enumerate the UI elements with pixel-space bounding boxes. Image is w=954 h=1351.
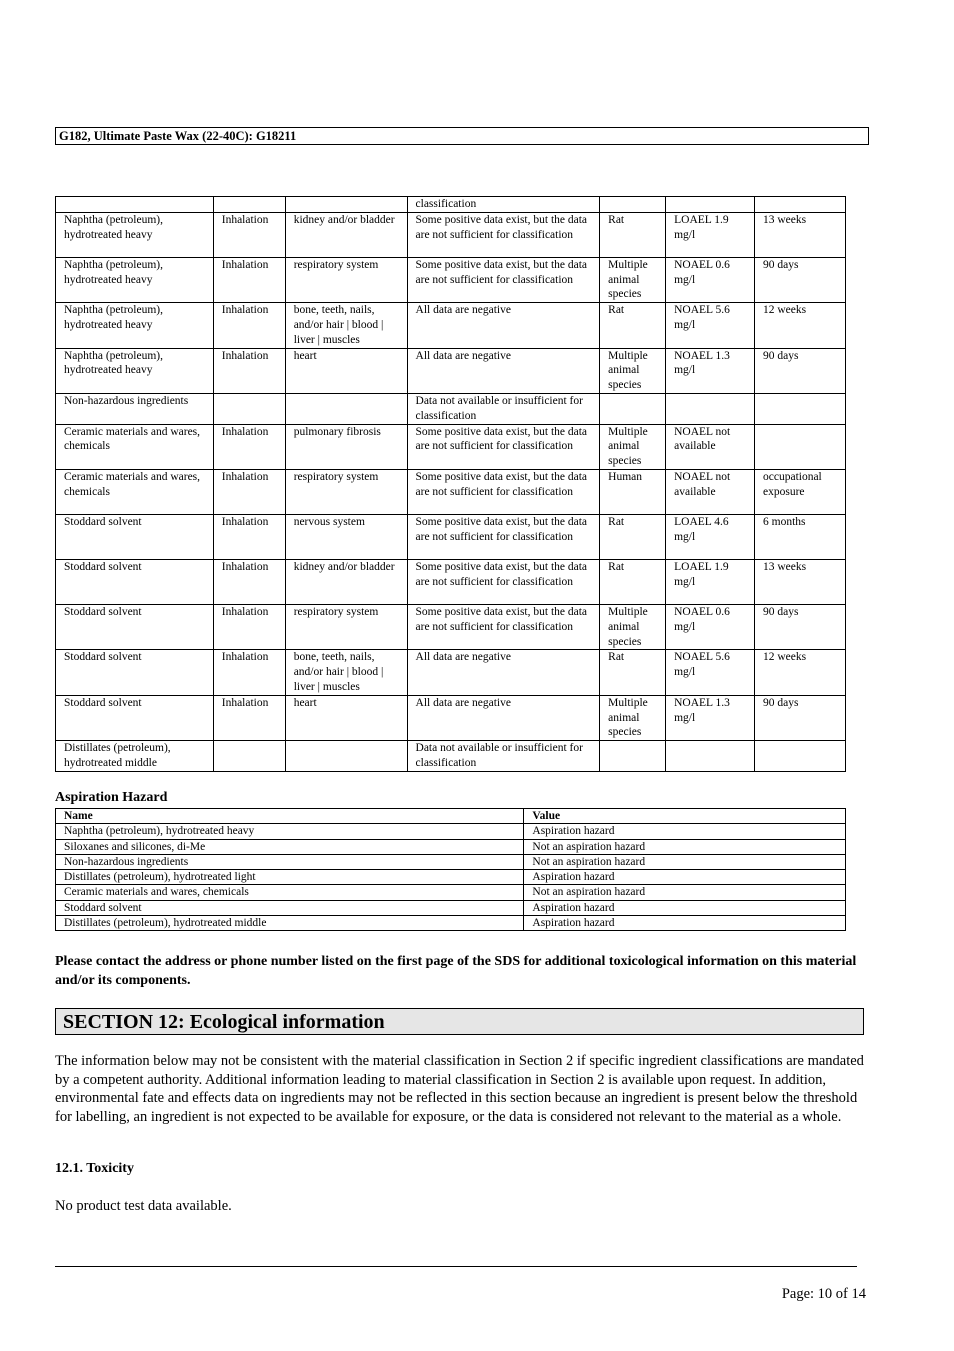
cell-route: Inhalation (213, 257, 285, 302)
cell-ingredient (56, 197, 214, 213)
cell-target-organ: pulmonary fibrosis (285, 424, 407, 469)
table-row (56, 870, 846, 885)
cell-value: Not an aspiration hazard (524, 839, 846, 854)
cell-species: Human (600, 469, 666, 514)
cell-target-organ (285, 197, 407, 213)
cell-exposure-duration: occupational exposure (755, 469, 846, 514)
cell-ingredient: Stoddard solvent (56, 604, 214, 649)
cell-value: Some positive data exist, but the data are not sufficient for classification (407, 559, 600, 604)
cell-test-result: NOAEL 5.6 mg/l (666, 650, 755, 695)
cell-exposure-duration: 6 months (755, 514, 846, 559)
table-row (56, 824, 846, 839)
cell-value: Aspiration hazard (524, 870, 846, 885)
cell-value: Data not available or insufficient for classification (407, 741, 600, 772)
cell-target-organ: respiratory system (285, 604, 407, 649)
cell-target-organ (285, 393, 407, 424)
cell-species: Rat (600, 559, 666, 604)
cell-name: Ceramic materials and wares, chemicals (56, 885, 524, 900)
cell-value: Some positive data exist, but the data are not sufficient for classification (407, 604, 600, 649)
table-row (56, 741, 846, 772)
cell-value: Some positive data exist, but the data are not sufficient for classification (407, 469, 600, 514)
table-header-row (56, 809, 846, 824)
cell-value: Not an aspiration hazard (524, 885, 846, 900)
table-row (56, 348, 846, 393)
cell-route (213, 197, 285, 213)
cell-value: All data are negative (407, 695, 600, 740)
cell-ingredient: Ceramic materials and wares, chemicals (56, 424, 214, 469)
cell-ingredient: Ceramic materials and wares, chemicals (56, 469, 214, 514)
cell-route: Inhalation (213, 695, 285, 740)
cell-exposure-duration: 90 days (755, 604, 846, 649)
cell-species: Rat (600, 303, 666, 348)
cell-exposure-duration: 12 weeks (755, 303, 846, 348)
table-row (56, 514, 846, 559)
toxicity-subsection-title: 12.1. Toxicity (55, 1161, 134, 1176)
cell-species: Multiple animal species (600, 424, 666, 469)
cell-test-result (666, 393, 755, 424)
document-header-title: G182, Ultimate Paste Wax (22-40C): G18211 (55, 127, 869, 145)
cell-target-organ: heart (285, 348, 407, 393)
cell-target-organ: respiratory system (285, 469, 407, 514)
table-row (56, 854, 846, 869)
cell-value: Some positive data exist, but the data are not sufficient for classification (407, 514, 600, 559)
page-number: Page: 10 of 14 (781, 1286, 866, 1302)
cell-ingredient: Distillates (petroleum), hydrotreated middle (56, 741, 214, 772)
cell-target-organ: bone, teeth, nails, and/or hair | blood | liver | muscles (285, 650, 407, 695)
cell-value: All data are negative (407, 348, 600, 393)
cell-name: Stoddard solvent (56, 900, 524, 915)
cell-test-result: NOAEL 0.6 mg/l (666, 604, 755, 649)
table-row (56, 916, 846, 931)
cell-route: Inhalation (213, 303, 285, 348)
cell-species: Multiple animal species (600, 348, 666, 393)
cell-exposure-duration: 12 weeks (755, 650, 846, 695)
cell-name: Non-hazardous ingredients (56, 854, 524, 869)
cell-species: Multiple animal species (600, 695, 666, 740)
table-row (56, 900, 846, 915)
cell-value: Data not available or insufficient for classification (407, 393, 600, 424)
cell-value: All data are negative (407, 650, 600, 695)
table-row (56, 197, 846, 213)
cell-route: Inhalation (213, 559, 285, 604)
cell-ingredient: Naphtha (petroleum), hydrotreated heavy (56, 303, 214, 348)
cell-route: Inhalation (213, 650, 285, 695)
toxicity-subsection-text: No product test data available. (55, 1198, 232, 1214)
cell-test-result: NOAEL 5.6 mg/l (666, 303, 755, 348)
table-row (56, 650, 846, 695)
cell-target-organ: respiratory system (285, 257, 407, 302)
cell-ingredient: Stoddard solvent (56, 650, 214, 695)
cell-test-result (666, 741, 755, 772)
cell-value: Some positive data exist, but the data are not sufficient for classification (407, 424, 600, 469)
cell-value: Aspiration hazard (524, 900, 846, 915)
cell-test-result: NOAEL not available (666, 424, 755, 469)
table-row (56, 257, 846, 302)
table-row (56, 604, 846, 649)
cell-ingredient: Stoddard solvent (56, 514, 214, 559)
cell-target-organ: bone, teeth, nails, and/or hair | blood | liver | muscles (285, 303, 407, 348)
cell-target-organ: kidney and/or bladder (285, 212, 407, 257)
cell-species: Rat (600, 514, 666, 559)
cell-species: Rat (600, 650, 666, 695)
footer-divider (55, 1266, 857, 1267)
cell-test-result: NOAEL 1.3 mg/l (666, 695, 755, 740)
table-row (56, 469, 846, 514)
cell-value: Aspiration hazard (524, 824, 846, 839)
cell-route: Inhalation (213, 348, 285, 393)
section-12-intro: The information below may not be consistent with the material classification in Section 2 if specific ingredient classifications are mandated by a competent authority. Additional information leading to material classification in Section 2 is available upon request. In addition, environmental fate and effects data on ingredients may not be reflected in this section because an ingredient is present below the threshold for labelling, an ingredient is not expected to be available for exposure, or the data is considered not relevant to the material as a whole. (55, 1053, 864, 1125)
cell-species: Multiple animal species (600, 257, 666, 302)
cell-test-result: NOAEL not available (666, 469, 755, 514)
cell-route: Inhalation (213, 514, 285, 559)
cell-exposure-duration (755, 424, 846, 469)
table-row (56, 885, 846, 900)
cell-species: Rat (600, 212, 666, 257)
cell-route (213, 393, 285, 424)
cell-species (600, 197, 666, 213)
cell-ingredient: Stoddard solvent (56, 559, 214, 604)
cell-exposure-duration (755, 393, 846, 424)
cell-test-result: LOAEL 4.6 mg/l (666, 514, 755, 559)
cell-test-result: NOAEL 0.6 mg/l (666, 257, 755, 302)
cell-test-result (666, 197, 755, 213)
cell-exposure-duration (755, 197, 846, 213)
cell-exposure-duration: 13 weeks (755, 212, 846, 257)
aspiration-hazard-table (55, 808, 846, 931)
cell-exposure-duration: 13 weeks (755, 559, 846, 604)
cell-test-result: LOAEL 1.9 mg/l (666, 212, 755, 257)
aspiration-hazard-title: Aspiration Hazard (55, 790, 168, 805)
cell-ingredient: Non-hazardous ingredients (56, 393, 214, 424)
cell-target-organ: nervous system (285, 514, 407, 559)
table-row (56, 695, 846, 740)
cell-route: Inhalation (213, 212, 285, 257)
cell-value: Some positive data exist, but the data are not sufficient for classification (407, 257, 600, 302)
table-row (56, 559, 846, 604)
cell-name: Naphtha (petroleum), hydrotreated heavy (56, 824, 524, 839)
section-12-title: SECTION 12: Ecological information (55, 1008, 864, 1035)
cell-species (600, 393, 666, 424)
column-header-value: Value (524, 809, 846, 824)
cell-species (600, 741, 666, 772)
column-header-name: Name (56, 809, 524, 824)
cell-value: Aspiration hazard (524, 916, 846, 931)
table-row (56, 212, 846, 257)
cell-ingredient: Naphtha (petroleum), hydrotreated heavy (56, 212, 214, 257)
cell-route: Inhalation (213, 604, 285, 649)
cell-route (213, 741, 285, 772)
cell-route: Inhalation (213, 469, 285, 514)
target-organ-toxicity-table (55, 196, 846, 772)
cell-value: Some positive data exist, but the data are not sufficient for classification (407, 212, 600, 257)
cell-route: Inhalation (213, 424, 285, 469)
cell-value: classification (407, 197, 600, 213)
cell-target-organ: kidney and/or bladder (285, 559, 407, 604)
cell-name: Siloxanes and silicones, di-Me (56, 839, 524, 854)
cell-test-result: LOAEL 1.9 mg/l (666, 559, 755, 604)
cell-target-organ (285, 741, 407, 772)
cell-exposure-duration: 90 days (755, 695, 846, 740)
cell-ingredient: Naphtha (petroleum), hydrotreated heavy (56, 257, 214, 302)
cell-ingredient: Stoddard solvent (56, 695, 214, 740)
contact-note: Please contact the address or phone number listed on the first page of the SDS for additional toxicological information on this material and/or its components. (55, 954, 857, 988)
cell-species: Multiple animal species (600, 604, 666, 649)
cell-exposure-duration (755, 741, 846, 772)
table-row (56, 303, 846, 348)
cell-test-result: NOAEL 1.3 mg/l (666, 348, 755, 393)
cell-name: Distillates (petroleum), hydrotreated light (56, 870, 524, 885)
cell-ingredient: Naphtha (petroleum), hydrotreated heavy (56, 348, 214, 393)
cell-exposure-duration: 90 days (755, 257, 846, 302)
cell-value: Not an aspiration hazard (524, 854, 846, 869)
table-row (56, 393, 846, 424)
cell-target-organ: heart (285, 695, 407, 740)
cell-exposure-duration: 90 days (755, 348, 846, 393)
cell-value: All data are negative (407, 303, 600, 348)
table-row (56, 839, 846, 854)
table-row (56, 424, 846, 469)
cell-name: Distillates (petroleum), hydrotreated middle (56, 916, 524, 931)
